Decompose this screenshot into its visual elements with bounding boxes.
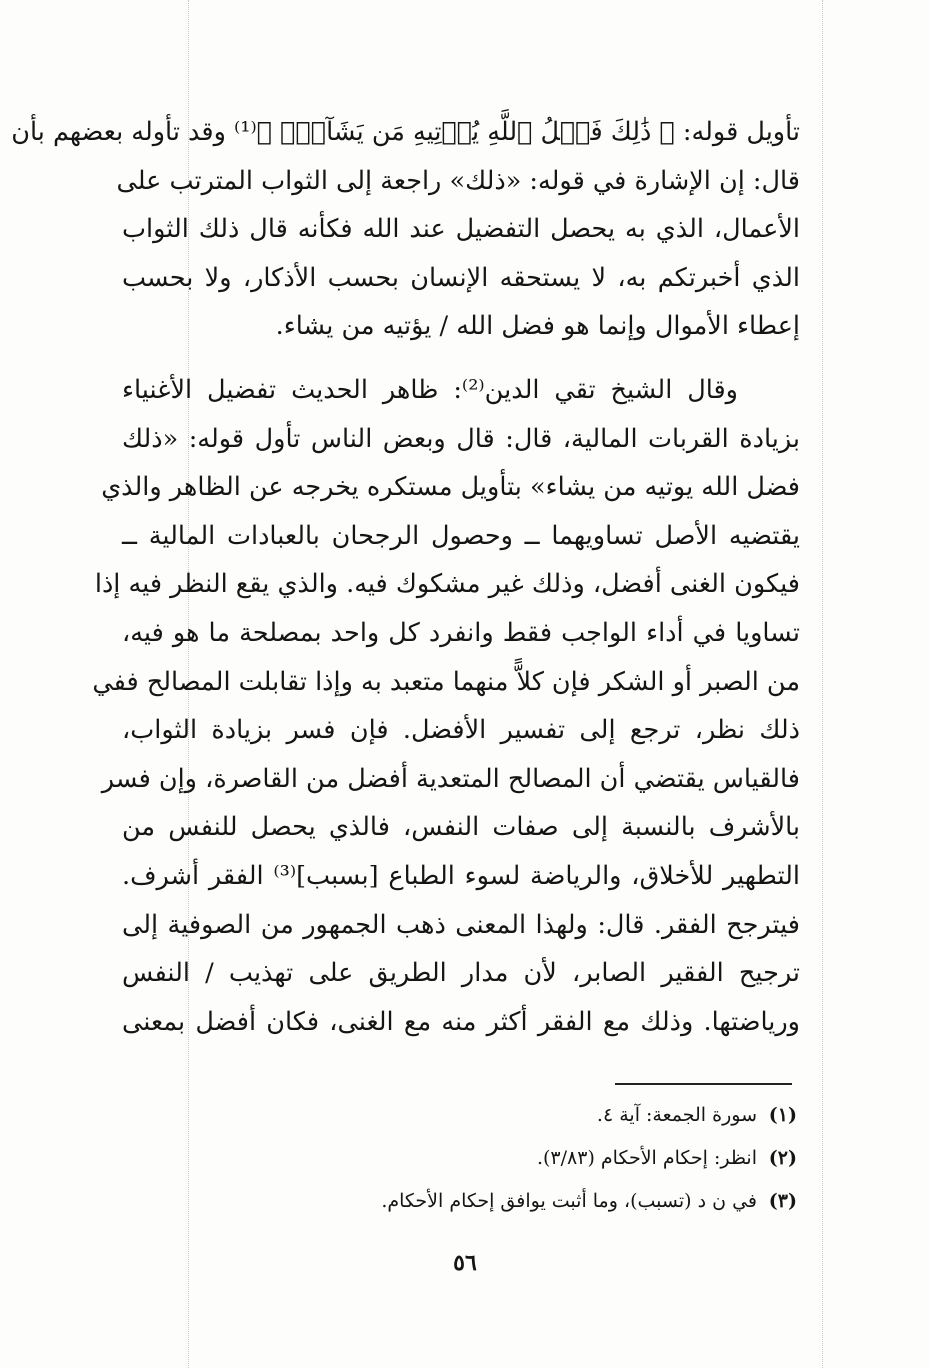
text-line: قال: إن الإشارة في قوله: «ذلك» راجعة إلى الثواب المترتب على bbox=[116, 165, 800, 196]
text-line: ورياضتها. وذلك مع الفقر أكثر منه مع الغنى، فكان أفضل بمعنى bbox=[122, 1006, 800, 1037]
footnote-text: في ن د (تسبب)، وما أثبت يوافق إحكام الأحكام. bbox=[381, 1190, 757, 1212]
text-line: ذلك نظر، ترجع إلى تفسير الأفضل. فإن فسر بزيادة الثواب، bbox=[122, 715, 800, 746]
footnotes bbox=[137, 1094, 797, 1223]
text-line: فيكون الغنى أفضل، وذلك غير مشكوك فيه. والذي يقع النظر فيه إذا bbox=[94, 569, 800, 600]
text-line: وقال الشيخ تقي الدين⁽²⁾: ظاهر الحديث تفضيل الأغنياء bbox=[122, 374, 738, 405]
text-line: فيترجح الفقر. قال: ولهذا المعنى ذهب الجمهور من الصوفية إلى bbox=[122, 909, 800, 940]
footnote-text: سورة الجمعة: آية ٤. bbox=[596, 1104, 757, 1126]
paragraph-gap bbox=[122, 351, 800, 366]
text-line: بزيادة القربات المالية، قال: قال وبعض الناس تأول قوله: «ذلك bbox=[122, 423, 800, 454]
footnote-1 bbox=[137, 1094, 797, 1137]
footnote-number: (٢) bbox=[768, 1147, 797, 1169]
scan-dotted-guide-right bbox=[822, 0, 823, 1368]
footnote-number: (٣) bbox=[768, 1190, 797, 1212]
body-text bbox=[11, 108, 800, 1046]
footnote-2 bbox=[137, 1137, 797, 1180]
text-line: من الصبر أو الشكر فإن كلاًّ منهما متعبد به وإذا تقابلت المصالح ففي bbox=[92, 666, 800, 697]
text-line: تساويا في أداء الواجب فقط وانفرد كل واحد بمصلحة ما هو فيه، bbox=[122, 617, 800, 648]
text-line: الذي أخبرتكم به، لا يستحقه الإنسان بحسب الأذكار، ولا بحسب bbox=[122, 262, 800, 293]
text-line: تأويل قوله: ﴿ ذَٰلِكَ فَضۡلُ ٱللَّهِ يُؤۡتِيهِ مَن يَشَآءُۚ ﴾⁽¹⁾ وقد تأوله بعضهم بأن bbox=[11, 117, 800, 147]
text-line: يقتضيه الأصل تساويهما ــ وحصول الرجحان بالعبادات المالية ــ bbox=[122, 520, 800, 551]
text-line: إعطاء الأموال وإنما هو فضل الله / يؤتيه من يشاء. bbox=[275, 311, 800, 342]
footnote-3 bbox=[137, 1180, 797, 1223]
footnote-number: (١) bbox=[768, 1104, 797, 1126]
text-line: بالأشرف بالنسبة إلى صفات النفس، فالذي يحصل للنفس من bbox=[122, 812, 800, 843]
footnote-text: انظر: إحكام الأحكام (٣/٨٣). bbox=[536, 1147, 757, 1169]
text-line: فالقياس يقتضي أن المصالح المتعدية أفضل من القاصرة، وإن فسر bbox=[101, 763, 800, 794]
text-line: ترجيح الفقير الصابر، لأن مدار الطريق على تهذيب / النفس bbox=[122, 958, 800, 989]
footnote-separator bbox=[615, 1083, 792, 1085]
text-line: التطهير للأخلاق، والرياضة لسوء الطباع [بسبب]⁽³⁾ الفقر أشرف. bbox=[122, 860, 800, 891]
page-number: ٥٦ bbox=[453, 1250, 477, 1276]
text-line: فضل الله يوتيه من يشاء» بتأويل مستكره يخرجه عن الظاهر والذي bbox=[101, 472, 800, 503]
text-line: الأعمال، الذي به يحصل التفضيل عند الله فكأنه قال ذلك الثواب bbox=[122, 214, 800, 245]
